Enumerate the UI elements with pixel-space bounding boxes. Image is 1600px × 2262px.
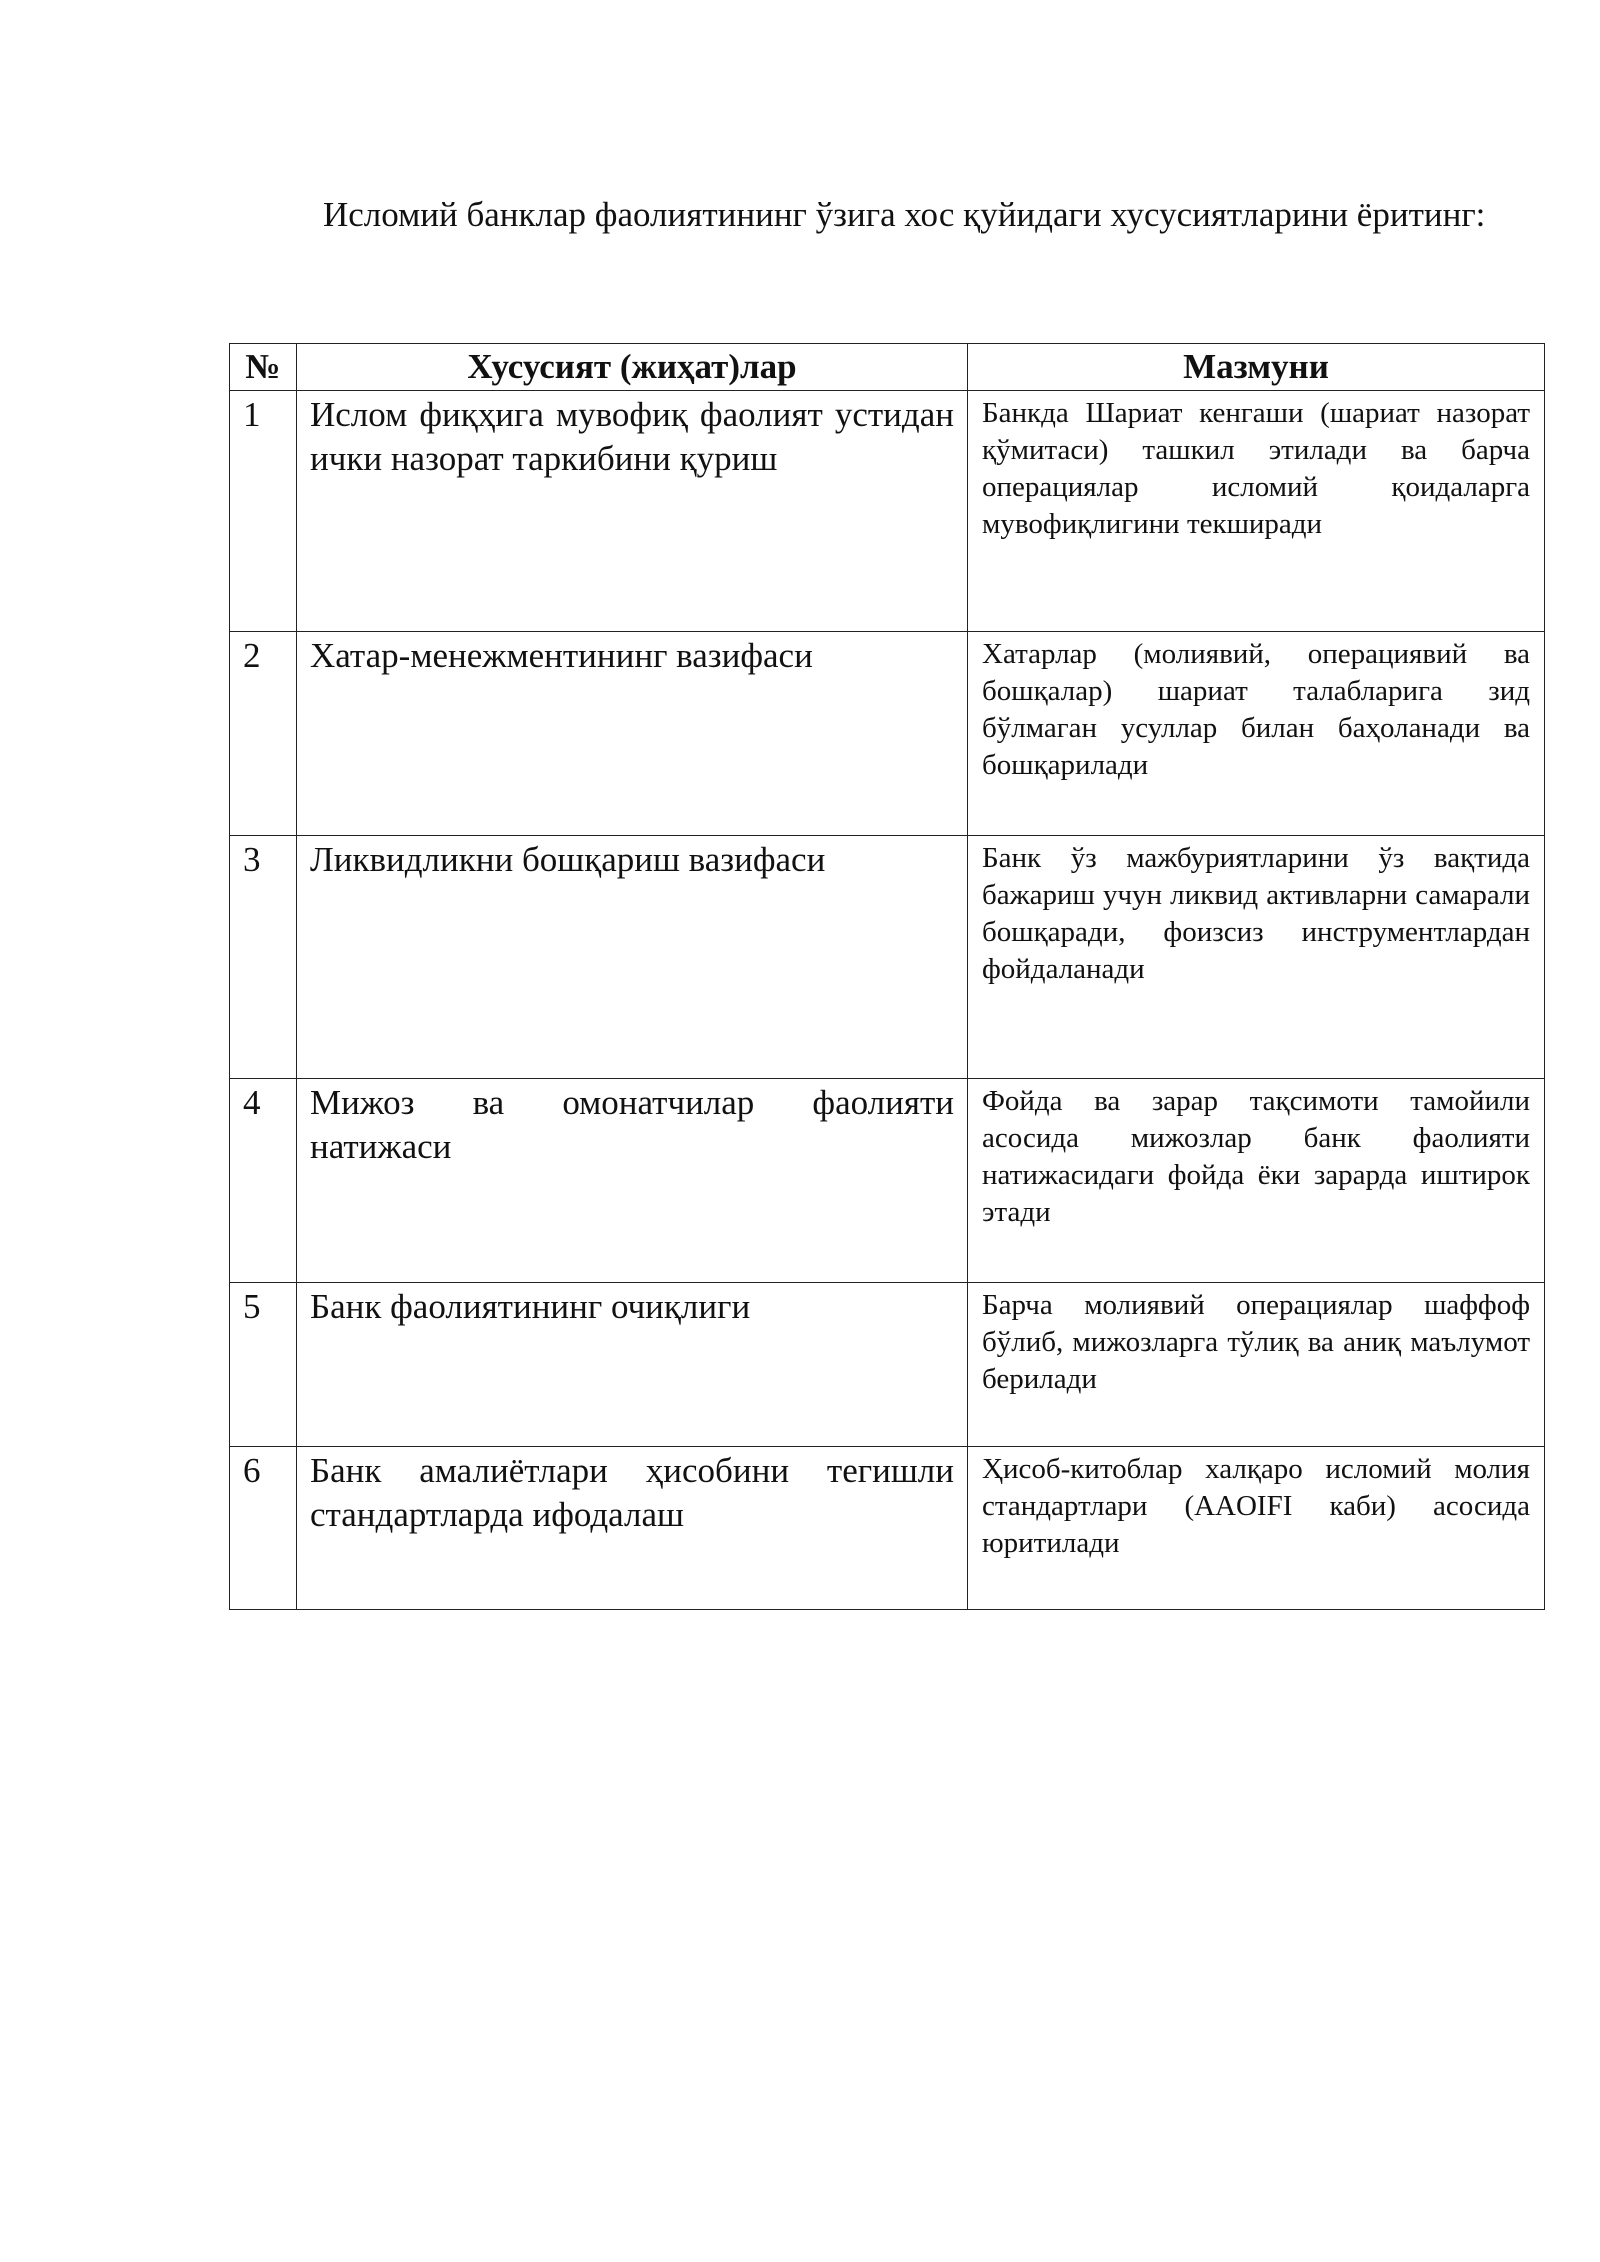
row-number: 4 — [230, 1079, 297, 1283]
row-feature: Хатар-менежментининг вазифаси — [297, 632, 968, 836]
table-row — [230, 1447, 1545, 1610]
row-feature: Банк фаолиятининг очиқлиги — [297, 1283, 968, 1447]
header-content: Мазмуни — [968, 344, 1545, 391]
row-number: 2 — [230, 632, 297, 836]
table-row — [230, 391, 1545, 632]
header-number: № — [230, 344, 297, 391]
table-row — [230, 1079, 1545, 1283]
row-content: Барча молиявий операциялар шаффоф бўлиб, мижозларга тўлиқ ва аниқ маълумот берилади — [968, 1283, 1545, 1447]
row-content: Банк ўз мажбуриятларини ўз вақтида бажариш учун ликвид активларни самарали бошқаради, фоизсиз инструментлардан фойдаланади — [968, 836, 1545, 1079]
row-content: Фойда ва зарар тақсимоти тамойили асосида мижозлар банк фаолияти натижасидаги фойда ёки зарарда иштирок этади — [968, 1079, 1545, 1283]
row-feature: Банк амалиётлари ҳисобини тегишли стандартларда ифодалаш — [297, 1447, 968, 1610]
table-row — [230, 1283, 1545, 1447]
table-row — [230, 632, 1545, 836]
intro-paragraph: Исломий банклар фаолиятининг ўзига хос қуйидаги хусусиятларини ёритинг: — [323, 195, 1486, 234]
row-number: 6 — [230, 1447, 297, 1610]
row-content: Ҳисоб-китоблар халқаро исломий молия стандартлари (AAOIFI каби) асосида юритилади — [968, 1447, 1545, 1610]
table-header-row — [230, 344, 1545, 391]
features-table — [229, 343, 1545, 1610]
row-number: 3 — [230, 836, 297, 1079]
row-feature: Мижоз ва омонатчилар фаолияти натижаси — [297, 1079, 968, 1283]
row-feature: Ислом фиқҳига мувофиқ фаолият устидан ички назорат таркибини қуриш — [297, 391, 968, 632]
header-feature: Хусусият (жиҳат)лар — [297, 344, 968, 391]
table-row — [230, 836, 1545, 1079]
row-content: Хатарлар (молиявий, операциявий ва бошқалар) шариат талабларига зид бўлмаган усуллар билан баҳоланади ва бошқарилади — [968, 632, 1545, 836]
row-number: 1 — [230, 391, 297, 632]
row-feature: Ликвидликни бошқариш вазифаси — [297, 836, 968, 1079]
row-content: Банкда Шариат кенгаши (шариат назорат қўмитаси) ташкил этилади ва барча операциялар исломий қоидаларга мувофиқлигини текширади — [968, 391, 1545, 632]
row-number: 5 — [230, 1283, 297, 1447]
